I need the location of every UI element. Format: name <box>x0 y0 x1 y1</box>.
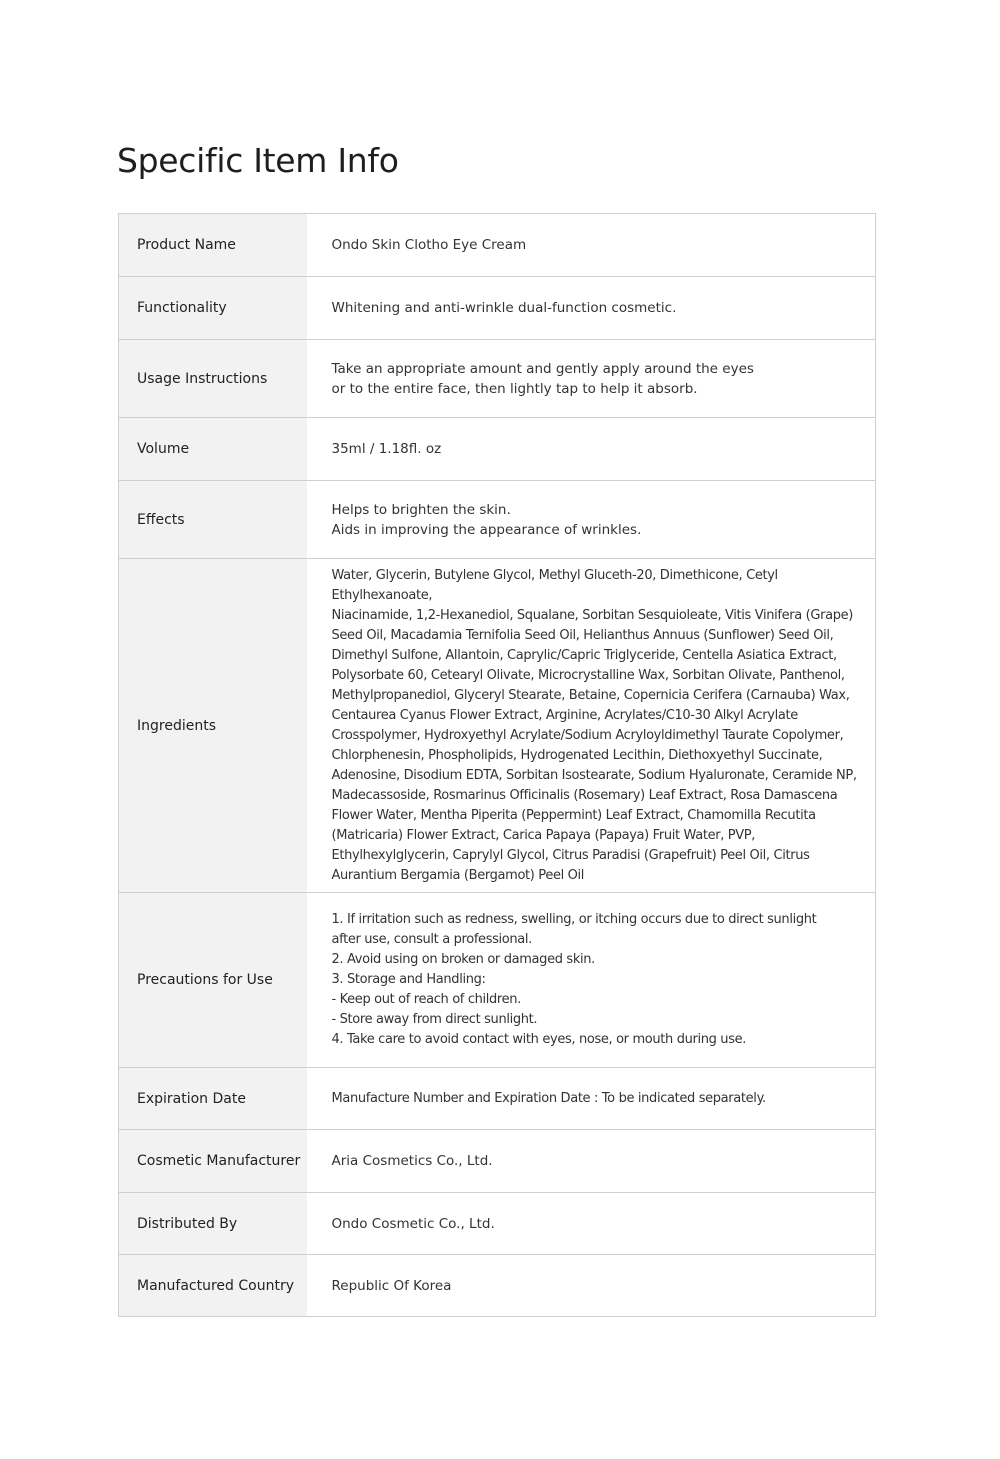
row-value: Ondo Cosmetic Co., Ltd. <box>307 1193 876 1255</box>
row-cosmetic-manufacturer <box>119 1130 876 1193</box>
row-value: Whitening and anti-wrinkle dual-function cosmetic. <box>307 277 876 340</box>
page-title: Specific Item Info <box>117 141 399 180</box>
item-info-table <box>118 213 876 1317</box>
row-label: Product Name <box>119 214 307 277</box>
row-precautions <box>119 893 876 1068</box>
row-expiration-date <box>119 1068 876 1130</box>
row-functionality <box>119 277 876 340</box>
row-value: Helps to brighten the skin. Aids in improving the appearance of wrinkles. <box>307 481 876 559</box>
row-value: Water, Glycerin, Butylene Glycol, Methyl Gluceth-20, Dimethicone, Cetyl Ethylhexanoate, Niacinamide, 1,2-Hexanediol, Squalane, Sorbitan Sesquioleate, Vitis Vinifera (Grape) Seed Oil, Macadamia Ternifolia Seed Oil, Helianthus Annuus (Sunflower) Seed Oil, Dimethyl Sulfone, Allantoin, Caprylic/Capric Triglyceride, Centella Asiatica Extract, Polysorbate 60, Cetearyl Olivate, Microcrystalline Wax, Sorbitan Olivate, Panthenol, Methylpropanediol, Glyceryl Stearate, Betaine, Copernicia Cerifera (Carnauba) Wax, Centaurea Cyanus Flower Extract, Arginine, Acrylates/C10-30 Alkyl Acrylate Crosspolymer, Hydroxyethyl Acrylate/Sodium Acryloyldimethyl Taurate Copolymer, Chlorphenesin, Phospholipids, Hydrogenated Lecithin, Diethoxyethyl Succinate, Adenosine, Disodium EDTA, Sorbitan Isostearate, Sodium Hyaluronate, Ceramide NP, Madecassoside, Rosmarinus Officinalis (Rosemary) Leaf Extract, Rosa Damascena Flower Water, Mentha Piperita (Peppermint) Leaf Extract, Chamomilla Recutita (Matricaria) Flower Extract, Carica Papaya (Papaya) Fruit Water, PVP, Ethylhexylglycerin, Caprylyl Glycol, Citrus Paradisi (Grapefruit) Peel Oil, Citrus Aurantium Bergamia (Bergamot) Peel Oil <box>307 559 876 893</box>
row-value: Aria Cosmetics Co., Ltd. <box>307 1130 876 1193</box>
row-usage-instructions <box>119 340 876 418</box>
row-label: Manufactured Country <box>119 1255 307 1317</box>
row-ingredients <box>119 559 876 893</box>
row-label: Expiration Date <box>119 1068 307 1130</box>
row-distributed-by <box>119 1193 876 1255</box>
row-volume <box>119 418 876 481</box>
row-label: Precautions for Use <box>119 893 307 1068</box>
row-value: Ondo Skin Clotho Eye Cream <box>307 214 876 277</box>
row-value: Republic Of Korea <box>307 1255 876 1317</box>
row-value: Manufacture Number and Expiration Date : To be indicated separately. <box>307 1068 876 1130</box>
row-label: Ingredients <box>119 559 307 893</box>
row-value: Take an appropriate amount and gently apply around the eyes or to the entire face, then lightly tap to help it absorb. <box>307 340 876 418</box>
row-label: Effects <box>119 481 307 559</box>
row-value: 1. If irritation such as redness, swelling, or itching occurs due to direct sunlight after use, consult a professional. 2. Avoid using on broken or damaged skin. 3. Storage and Handling: - Keep out of reach of children. - Store away from direct sunlight. 4. Take care to avoid contact with eyes, nose, or mouth during use. <box>307 893 876 1068</box>
row-label: Cosmetic Manufacturer <box>119 1130 307 1193</box>
row-label: Distributed By <box>119 1193 307 1255</box>
row-product-name <box>119 214 876 277</box>
row-effects <box>119 481 876 559</box>
row-label: Functionality <box>119 277 307 340</box>
row-label: Usage Instructions <box>119 340 307 418</box>
row-value: 35ml / 1.18fl. oz <box>307 418 876 481</box>
row-label: Volume <box>119 418 307 481</box>
row-manufactured-country <box>119 1255 876 1317</box>
